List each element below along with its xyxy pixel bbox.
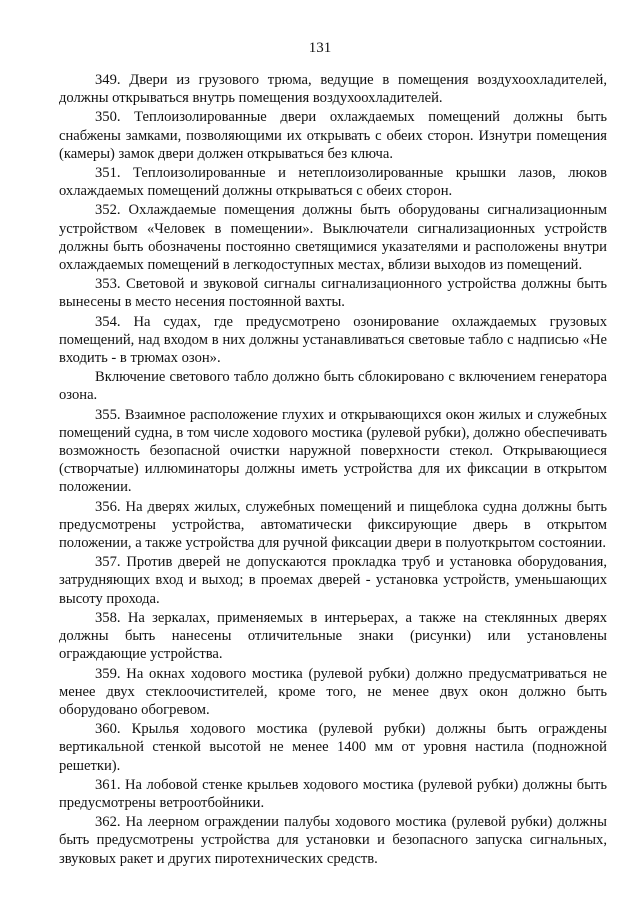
paragraph-361: 361. На лобовой стенке крыльев ходового мостика (рулевой рубки) должны быть предусмотрены ветроотбойники. [59, 776, 607, 811]
paragraph-356: 356. На дверях жилых, служебных помещений и пищеблока судна должны быть предусмотрены устройства, автоматически фиксирующие дверь в открытом положении, а также устройства для ручной фиксации двери в полуоткрытом состоянии. [59, 498, 607, 552]
paragraph-360: 360. Крылья ходового мостика (рулевой рубки) должны быть ограждены вертикальной стенкой высотой не менее 1400 мм от уровня настила (подножной решетки). [59, 721, 607, 774]
paragraph-351: 351. Теплоизолированные и нетеплоизолированные крышки лазов, люков охлаждаемых помещений должны открываться с обеих сторон. [59, 165, 607, 200]
paragraph-354: 354. На судах, где предусмотрено озонирование охлаждаемых грузовых помещений, над входом в них должны устанавливаться световые табло с надписью «Не входить - в трюмах озон». [59, 313, 607, 367]
paragraph-350: 350. Теплоизолированные двери охлаждаемых помещений должны быть снабжены замками, позволяющими их открывать с обеих сторон. Изнутри помещения (камеры) замок двери должен открываться без ключа. [59, 109, 607, 162]
paragraph-349: 349. Двери из грузового трюма, ведущие в помещения воздухоохладителей, должны открываться внутрь помещения воздухоохладителей. [59, 72, 607, 107]
paragraph-354-continuation: Включение светового табло должно быть сблокировано с включением генератора озона. [59, 369, 607, 404]
paragraph-353: 353. Световой и звуковой сигналы сигнализационного устройства должны быть вынесены в место несения постоянной вахты. [59, 276, 607, 311]
document-body [59, 71, 607, 868]
paragraph-352: 352. Охлаждаемые помещения должны быть оборудованы сигнализационным устройством «Человек в помещении». Выключатели сигнализационных устройств должны быть обозначены постоянно светящимися указателями и расположены внутри охлаждаемых помещений в легкодоступных местах, вблизи выходов из помещений. [59, 202, 607, 274]
paragraph-357: 357. Против дверей не допускаются прокладка труб и установка оборудования, затрудняющих вход и выход; в проемах дверей - установка устройств, уменьшающих высоту прохода. [59, 554, 607, 607]
paragraph-362: 362. На леерном ограждении палубы ходового мостика (рулевой рубки) должны быть предусмотрены устройства для установки и безопасного запуска сигнальных, звуковых ракет и других пиротехнических средств. [59, 814, 607, 867]
page-number: 131 [308, 40, 332, 56]
paragraph-359: 359. На окнах ходового мостика (рулевой рубки) должно предусматриваться не менее двух стеклоочистителей, кроме того, не менее двух окон должно быть оборудовано обогревом. [59, 665, 607, 718]
paragraph-355: 355. Взаимное расположение глухих и открывающихся окон жилых и служебных помещений судна, в том числе ходового мостика (рулевой рубки), должно обеспечивать возможность безопасной очистки наружной поверхности стекол. Открывающиеся (створчатые) иллюминаторы должны иметь устройства для их фиксации в открытом положении. [59, 406, 607, 496]
paragraph-358: 358. На зеркалах, применяемых в интерьерах, а также на стеклянных дверях должны быть нанесены отличительные знаки (рисунки) или установлены ограждающие устройства. [59, 609, 607, 663]
